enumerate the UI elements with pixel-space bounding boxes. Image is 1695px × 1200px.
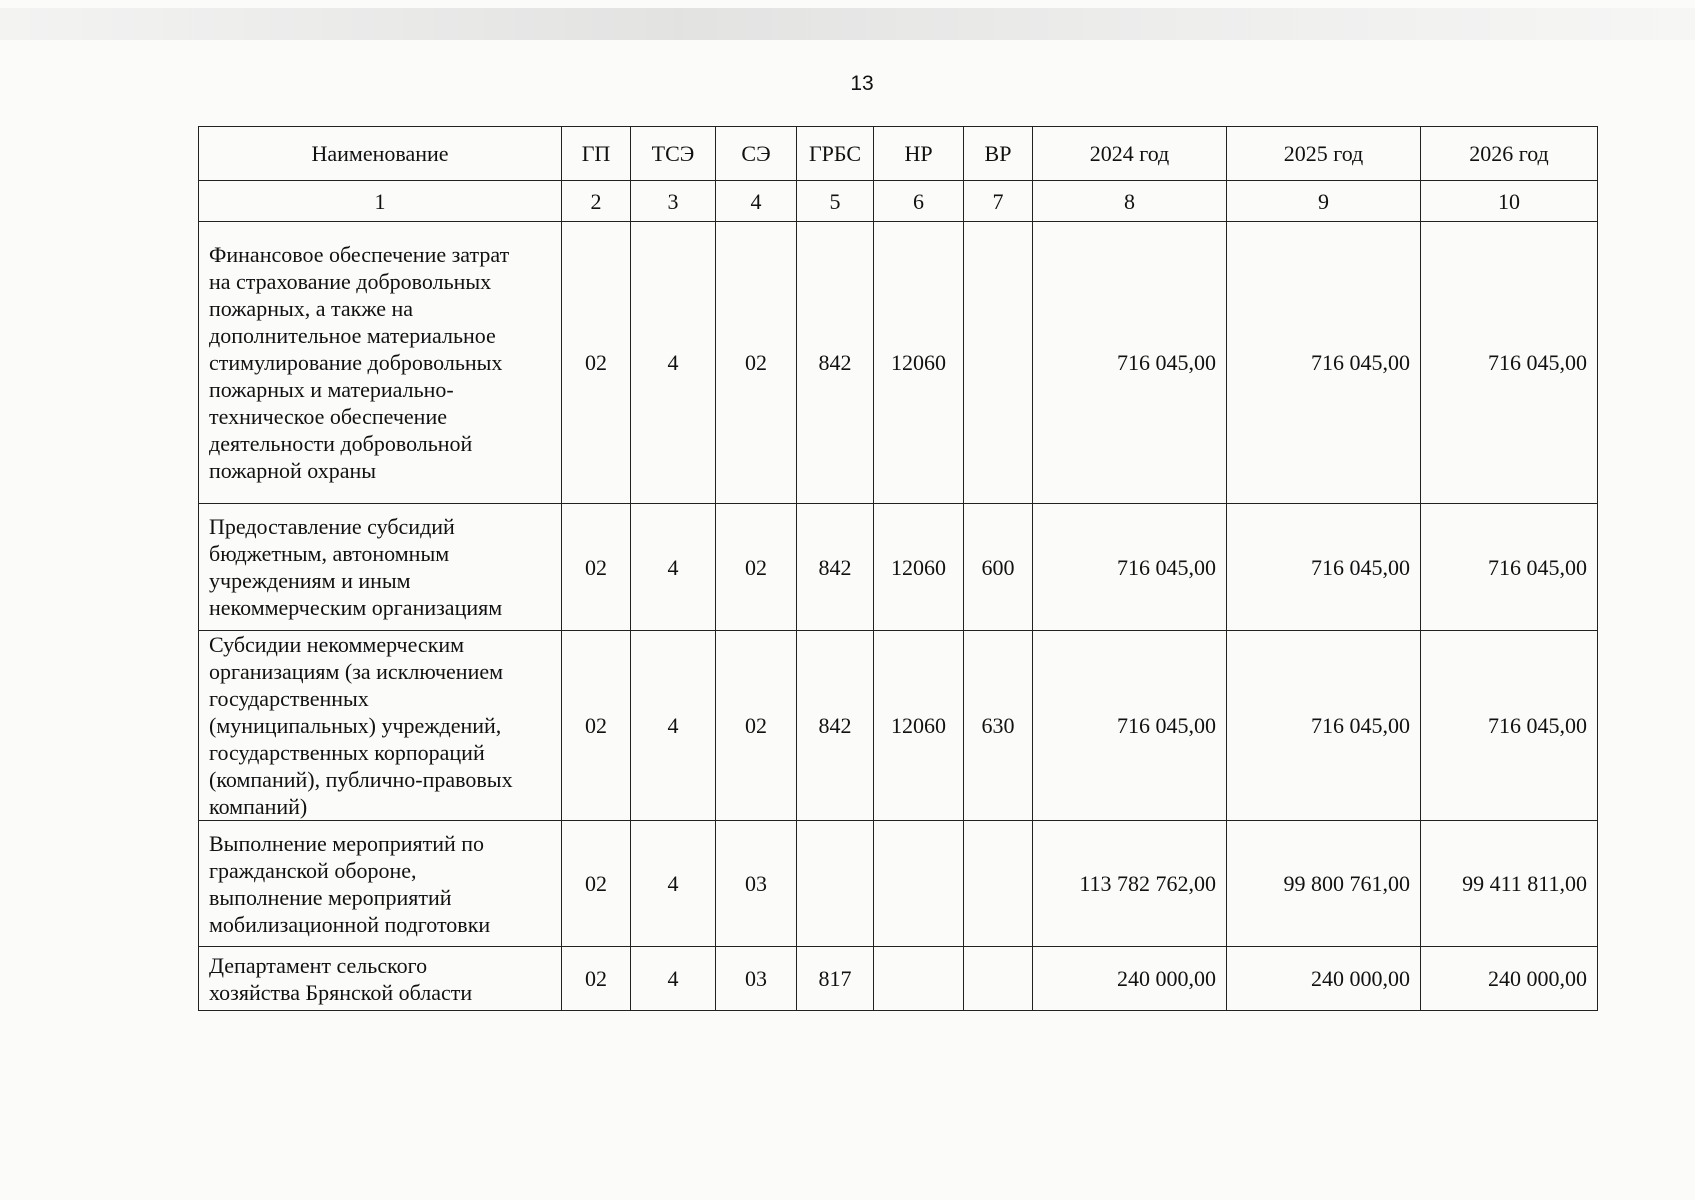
cell-name-line: Департамент сельского [209, 952, 428, 978]
column-number: 5 [797, 181, 874, 222]
cell-2026: 716 045,00 [1421, 222, 1598, 504]
cell-grbs [797, 821, 874, 947]
header-se: СЭ [716, 127, 797, 181]
cell-name-line: пожарной охраны [209, 458, 377, 483]
cell-name-line: пожарных, а также на [209, 296, 414, 321]
table-body [199, 222, 1598, 1011]
cell-name-line: пожарных и материально- [209, 377, 454, 402]
cell-name-line: стимулирование добровольных [209, 350, 503, 375]
cell-nr [874, 821, 964, 947]
header-vr: ВР [964, 127, 1033, 181]
cell-grbs: 842 [797, 631, 874, 821]
header-tse: ТСЭ [631, 127, 716, 181]
cell-gp: 02 [562, 222, 631, 504]
page-number: 13 [850, 72, 874, 95]
cell-grbs: 817 [797, 947, 874, 1011]
cell-grbs: 842 [797, 222, 874, 504]
cell-name-line: мобилизационной подготовки [209, 911, 491, 937]
header-gp: ГП [562, 127, 631, 181]
table-row [199, 821, 1598, 947]
cell-name [199, 222, 562, 504]
table-row [199, 504, 1598, 631]
column-number: 10 [1421, 181, 1598, 222]
cell-grbs: 842 [797, 504, 874, 631]
column-number-row [199, 181, 1598, 222]
cell-name-line: на страхование добровольных [209, 269, 492, 294]
cell-name-line: бюджетным, автономным [209, 541, 450, 566]
header-name: Наименование [199, 127, 562, 181]
cell-nr [874, 947, 964, 1011]
cell-name-line: (компаний), публично-правовых [209, 767, 513, 792]
cell-se: 02 [716, 504, 797, 631]
column-number: 6 [874, 181, 964, 222]
cell-name-line: Выполнение мероприятий по [209, 830, 485, 856]
cell-name [199, 631, 562, 821]
cell-2026: 240 000,00 [1421, 947, 1598, 1011]
cell-name-line: техническое обеспечение [209, 404, 447, 429]
header-grbs: ГРБС [797, 127, 874, 181]
cell-gp: 02 [562, 821, 631, 947]
cell-name-line: гражданской обороне, [209, 857, 417, 883]
cell-nr: 12060 [874, 631, 964, 821]
cell-2026: 716 045,00 [1421, 631, 1598, 821]
cell-tse: 4 [631, 821, 716, 947]
cell-2024: 113 782 762,00 [1033, 821, 1227, 947]
cell-name-line: некоммерческим организациям [209, 595, 503, 620]
cell-gp: 02 [562, 504, 631, 631]
cell-name-line: деятельности добровольной [209, 431, 473, 456]
budget-table [198, 126, 1598, 1011]
cell-2026: 99 411 811,00 [1421, 821, 1598, 947]
cell-2025: 716 045,00 [1227, 504, 1421, 631]
cell-se: 02 [716, 631, 797, 821]
table-row [199, 631, 1598, 821]
header-row [199, 127, 1598, 181]
cell-name-line: учреждениям и иным [209, 568, 411, 593]
cell-name-line: дополнительное материальное [209, 323, 496, 348]
cell-se: 03 [716, 821, 797, 947]
column-number: 4 [716, 181, 797, 222]
header-2025: 2025 год [1227, 127, 1421, 181]
header-2024: 2024 год [1033, 127, 1227, 181]
cell-name [199, 821, 562, 947]
table-row [199, 947, 1598, 1011]
cell-2024: 716 045,00 [1033, 222, 1227, 504]
column-number: 1 [199, 181, 562, 222]
cell-2025: 240 000,00 [1227, 947, 1421, 1011]
header-2026: 2026 год [1421, 127, 1598, 181]
cell-tse: 4 [631, 504, 716, 631]
cell-vr [964, 947, 1033, 1011]
cell-nr: 12060 [874, 222, 964, 504]
cell-gp: 02 [562, 631, 631, 821]
column-number: 2 [562, 181, 631, 222]
cell-nr: 12060 [874, 504, 964, 631]
cell-name-line: Предоставление субсидий [209, 514, 455, 539]
cell-name-line: Финансовое обеспечение затрат [209, 242, 510, 267]
cell-name-line: хозяйства Брянской области [209, 979, 473, 1005]
cell-2025: 99 800 761,00 [1227, 821, 1421, 947]
cell-name-line: (муниципальных) учреждений, [209, 713, 502, 738]
cell-tse: 4 [631, 947, 716, 1011]
cell-vr [964, 222, 1033, 504]
column-number: 9 [1227, 181, 1421, 222]
cell-name-line: государственных корпораций [209, 740, 485, 765]
cell-vr [964, 821, 1033, 947]
cell-name-line: Субсидии некоммерческим [209, 632, 465, 657]
cell-name [199, 947, 562, 1011]
cell-se: 03 [716, 947, 797, 1011]
cell-2024: 716 045,00 [1033, 504, 1227, 631]
header-nr: НР [874, 127, 964, 181]
cell-name [199, 504, 562, 631]
cell-gp: 02 [562, 947, 631, 1011]
cell-tse: 4 [631, 631, 716, 821]
column-number: 8 [1033, 181, 1227, 222]
cell-tse: 4 [631, 222, 716, 504]
table-row [199, 222, 1598, 504]
cell-2024: 240 000,00 [1033, 947, 1227, 1011]
cell-name-line: выполнение мероприятий [209, 884, 452, 910]
cell-vr: 600 [964, 504, 1033, 631]
scan-artifact-band [0, 8, 1695, 40]
cell-name-line: организациям (за исключением [209, 659, 504, 684]
cell-vr: 630 [964, 631, 1033, 821]
column-number: 3 [631, 181, 716, 222]
cell-name-line: государственных [209, 686, 369, 711]
cell-2025: 716 045,00 [1227, 631, 1421, 821]
cell-2026: 716 045,00 [1421, 504, 1598, 631]
cell-name-line: компаний) [209, 794, 308, 819]
cell-2024: 716 045,00 [1033, 631, 1227, 821]
column-number: 7 [964, 181, 1033, 222]
cell-se: 02 [716, 222, 797, 504]
cell-2025: 716 045,00 [1227, 222, 1421, 504]
